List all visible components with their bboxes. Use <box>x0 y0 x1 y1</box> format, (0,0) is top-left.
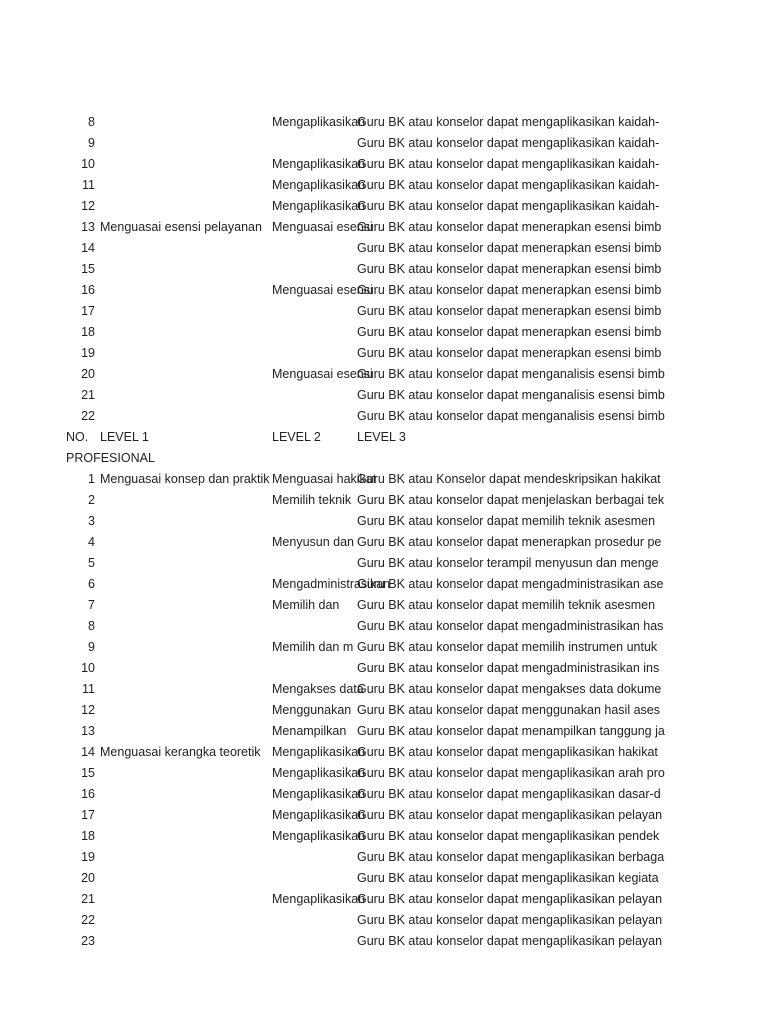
cell-level1 <box>100 868 271 889</box>
cell-no: 3 <box>88 514 95 528</box>
cell-level2: Memilih teknik <box>272 493 352 507</box>
cell-level1 <box>100 637 271 658</box>
cell-no: 1 <box>88 472 95 486</box>
cell-level2 <box>272 910 355 931</box>
cell-level2: Mengaplikasikan <box>272 892 366 906</box>
cell-level3: Guru BK atau konselor dapat menganalisis esensi bimb <box>357 388 665 402</box>
table-row <box>0 616 768 637</box>
cell-no: 19 <box>81 850 95 864</box>
cell-level2 <box>272 511 355 532</box>
cell-level2: Mengaplikasikan <box>272 766 366 780</box>
cell-level1 <box>100 574 271 595</box>
table-row <box>0 721 768 742</box>
cell-level3: Guru BK atau konselor dapat memilih teknik asesmen <box>357 514 656 528</box>
cell-level1 <box>100 385 271 406</box>
table-row <box>0 112 768 133</box>
cell-level1 <box>100 763 271 784</box>
cell-no: 19 <box>81 346 95 360</box>
cell-level1 <box>100 406 271 427</box>
cell-level1 <box>100 721 271 742</box>
cell-level2: Memilih dan <box>272 598 340 612</box>
cell-level3: Guru BK atau konselor dapat menampilkan tanggung ja <box>357 724 665 738</box>
cell-level2: Mengaplikasikan <box>272 808 366 822</box>
table-row <box>0 301 768 322</box>
cell-level1 <box>100 322 271 343</box>
cell-level3: Guru BK atau Konselor dapat mendeskripsikan hakikat <box>357 472 661 486</box>
cell-level2 <box>272 322 355 343</box>
cell-level2 <box>272 616 355 637</box>
cell-no: 16 <box>81 787 95 801</box>
table-row <box>0 931 768 952</box>
cell-level1 <box>100 511 271 532</box>
cell-no: 20 <box>81 367 95 381</box>
cell-level3: Guru BK atau konselor dapat menganalisis esensi bimb <box>357 409 665 423</box>
table-row <box>0 868 768 889</box>
cell-level1: Menguasai kerangka teoretik <box>100 745 261 759</box>
cell-no: 15 <box>81 766 95 780</box>
section-title: PROFESIONAL <box>66 451 155 465</box>
table-row <box>0 553 768 574</box>
cell-no: 9 <box>88 640 95 654</box>
cell-level2: Mengaplikasikan <box>272 178 366 192</box>
cell-level2: Menguasai esensi <box>272 367 373 381</box>
cell-level3: Guru BK atau konselor dapat mengaplikasikan hakikat <box>357 745 658 759</box>
table-row <box>0 133 768 154</box>
cell-level1 <box>100 700 271 721</box>
cell-no: 7 <box>88 598 95 612</box>
table-row <box>0 364 768 385</box>
cell-level2: Mengaplikasikan <box>272 787 366 801</box>
cell-level1: Menguasai esensi pelayanan <box>100 220 262 234</box>
cell-level2 <box>272 385 355 406</box>
header-level2: LEVEL 2 <box>272 430 321 444</box>
table-row <box>0 238 768 259</box>
cell-level3: Guru BK atau konselor dapat menerapkan esensi bimb <box>357 304 662 318</box>
cell-no: 9 <box>88 136 95 150</box>
cell-level3: Guru BK atau konselor dapat memilih teknik asesmen <box>357 598 656 612</box>
cell-level2: Memilih dan m <box>272 640 354 654</box>
cell-no: 5 <box>88 556 95 570</box>
cell-no: 13 <box>81 220 95 234</box>
cell-level2: Menggunakan <box>272 703 352 717</box>
cell-no: 14 <box>81 745 95 759</box>
cell-level3: Guru BK atau konselor dapat mengaplikasikan kegiata <box>357 871 659 885</box>
cell-level1 <box>100 133 271 154</box>
table-row <box>0 511 768 532</box>
table-row <box>0 532 768 553</box>
cell-level2: Mengaplikasikan <box>272 829 366 843</box>
cell-level2 <box>272 868 355 889</box>
table-row <box>0 658 768 679</box>
cell-level2 <box>272 931 355 952</box>
cell-level3: Guru BK atau konselor dapat menerapkan esensi bimb <box>357 220 662 234</box>
cell-level2: Mengaplikasikan <box>272 745 366 759</box>
table-row <box>0 763 768 784</box>
table-row <box>0 385 768 406</box>
cell-no: 22 <box>81 409 95 423</box>
table-row <box>0 847 768 868</box>
table-row <box>0 280 768 301</box>
cell-level1 <box>100 154 271 175</box>
cell-level1 <box>100 301 271 322</box>
cell-level1 <box>100 532 271 553</box>
cell-level3: Guru BK atau konselor dapat mengaplikasikan pelayan <box>357 934 663 948</box>
cell-level2 <box>272 658 355 679</box>
cell-no: 14 <box>81 241 95 255</box>
table-row <box>0 700 768 721</box>
table-row <box>0 490 768 511</box>
table-row <box>0 595 768 616</box>
cell-level3: Guru BK atau konselor terampil menyusun dan menge <box>357 556 659 570</box>
cell-no: 4 <box>88 535 95 549</box>
cell-no: 18 <box>81 829 95 843</box>
cell-no: 15 <box>81 262 95 276</box>
cell-level3: Guru BK atau konselor dapat mengaplikasikan kaidah- <box>357 115 660 129</box>
cell-level1 <box>100 343 271 364</box>
cell-no: 6 <box>88 577 95 591</box>
spreadsheet-page <box>0 112 768 952</box>
cell-level2 <box>272 133 355 154</box>
cell-no: 11 <box>82 178 95 192</box>
header-no: NO. <box>66 430 89 444</box>
cell-level3: Guru BK atau konselor dapat mengaplikasikan kaidah- <box>357 178 660 192</box>
cell-level1 <box>100 280 271 301</box>
cell-level3: Guru BK atau konselor dapat menerapkan esensi bimb <box>357 325 662 339</box>
cell-level3: Guru BK atau konselor dapat menerapkan esensi bimb <box>357 262 662 276</box>
cell-level2 <box>272 553 355 574</box>
cell-no: 16 <box>81 283 95 297</box>
cell-level3: Guru BK atau konselor dapat mengadministrasikan ase <box>357 577 664 591</box>
cell-level1 <box>100 658 271 679</box>
cell-no: 8 <box>88 115 95 129</box>
cell-no: 21 <box>81 388 95 402</box>
table-row <box>0 910 768 931</box>
cell-level3: Guru BK atau konselor dapat mengaplikasikan berbaga <box>357 850 665 864</box>
cell-level1 <box>100 847 271 868</box>
cell-no: 18 <box>81 325 95 339</box>
cell-no: 11 <box>82 682 95 696</box>
cell-level2: Mengaplikasikan <box>272 157 366 171</box>
table-row <box>0 889 768 910</box>
cell-level3: Guru BK atau konselor dapat mengadministrasikan has <box>357 619 664 633</box>
cell-level1 <box>100 196 271 217</box>
cell-no: 8 <box>88 619 95 633</box>
cell-level1 <box>100 175 271 196</box>
table-row <box>0 259 768 280</box>
section-row <box>0 448 768 469</box>
table-row <box>0 175 768 196</box>
cell-no: 17 <box>81 808 95 822</box>
header-level1: LEVEL 1 <box>100 430 149 444</box>
table-row <box>0 322 768 343</box>
cell-level2: Menyusun dan <box>272 535 355 549</box>
cell-level1 <box>100 826 271 847</box>
cell-level1 <box>100 238 271 259</box>
cell-no: 12 <box>81 703 95 717</box>
cell-level3: Guru BK atau konselor dapat mengaplikasikan kaidah- <box>357 136 660 150</box>
cell-level3: Guru BK atau konselor dapat mengaplikasikan dasar-d <box>357 787 661 801</box>
table-row <box>0 469 768 490</box>
cell-level1 <box>100 679 271 700</box>
cell-level3: Guru BK atau konselor dapat mengaplikasikan pelayan <box>357 808 663 822</box>
cell-level1 <box>100 784 271 805</box>
table-row <box>0 196 768 217</box>
cell-level1 <box>100 931 271 952</box>
table-block-top <box>0 112 768 427</box>
header-level3: LEVEL 3 <box>357 430 406 444</box>
cell-no: 12 <box>81 199 95 213</box>
cell-level3: Guru BK atau konselor dapat mengaplikasikan kaidah- <box>357 199 660 213</box>
cell-level1 <box>100 616 271 637</box>
table-row <box>0 805 768 826</box>
cell-level3: Guru BK atau konselor dapat menerapkan esensi bimb <box>357 346 662 360</box>
cell-level2 <box>272 259 355 280</box>
table-row <box>0 784 768 805</box>
cell-level3: Guru BK atau konselor dapat menerapkan prosedur pe <box>357 535 662 549</box>
cell-no: 2 <box>88 493 95 507</box>
cell-level1 <box>100 259 271 280</box>
cell-level2 <box>272 301 355 322</box>
cell-level2: Mengadministrasikan <box>272 577 391 591</box>
table-row <box>0 679 768 700</box>
cell-level1 <box>100 805 271 826</box>
cell-no: 20 <box>81 871 95 885</box>
table-row <box>0 742 768 763</box>
cell-level3: Guru BK atau konselor dapat menerapkan esensi bimb <box>357 241 662 255</box>
cell-no: 17 <box>81 304 95 318</box>
table-row <box>0 574 768 595</box>
cell-level3: Guru BK atau konselor dapat menjelaskan berbagai tek <box>357 493 665 507</box>
table-row <box>0 343 768 364</box>
cell-level3: Guru BK atau konselor dapat menerapkan esensi bimb <box>357 283 662 297</box>
cell-level3: Guru BK atau konselor dapat mengadministrasikan ins <box>357 661 660 675</box>
table-row <box>0 406 768 427</box>
cell-level3: Guru BK atau konselor dapat mengakses data dokume <box>357 682 662 696</box>
cell-no: 22 <box>81 913 95 927</box>
cell-level2 <box>272 406 355 427</box>
cell-level3: Guru BK atau konselor dapat menganalisis esensi bimb <box>357 367 665 381</box>
table-block-bottom <box>0 469 768 952</box>
cell-level3: Guru BK atau konselor dapat memilih instrumen untuk <box>357 640 658 654</box>
table-row <box>0 637 768 658</box>
cell-level1 <box>100 490 271 511</box>
cell-level2: Mengaplikasikan <box>272 199 366 213</box>
cell-no: 13 <box>81 724 95 738</box>
cell-level3: Guru BK atau konselor dapat mengaplikasikan arah pro <box>357 766 665 780</box>
cell-level1 <box>100 112 271 133</box>
cell-level1 <box>100 595 271 616</box>
cell-level1: Menguasai konsep dan praktik <box>100 472 270 486</box>
cell-level3: Guru BK atau konselor dapat mengaplikasikan kaidah- <box>357 157 660 171</box>
cell-level1 <box>100 553 271 574</box>
table-row <box>0 217 768 238</box>
cell-level2: Menguasai esensi <box>272 283 373 297</box>
cell-level3: Guru BK atau konselor dapat mengaplikasikan pelayan <box>357 892 663 906</box>
cell-no: 23 <box>81 934 95 948</box>
table-row <box>0 154 768 175</box>
cell-no: 21 <box>81 892 95 906</box>
cell-level1 <box>100 364 271 385</box>
table-row <box>0 826 768 847</box>
cell-level2: Menguasai esensi <box>272 220 373 234</box>
cell-level1 <box>100 910 271 931</box>
cell-level3: Guru BK atau konselor dapat mengaplikasikan pendek <box>357 829 660 843</box>
cell-level1 <box>100 889 271 910</box>
cell-level2 <box>272 238 355 259</box>
cell-level2: Mengaplikasikan <box>272 115 366 129</box>
header-row <box>0 427 768 448</box>
cell-level2 <box>272 847 355 868</box>
cell-level2 <box>272 343 355 364</box>
cell-level2: Mengakses data <box>272 682 364 696</box>
cell-level3: Guru BK atau konselor dapat menggunakan hasil ases <box>357 703 660 717</box>
cell-level2: Menampilkan <box>272 724 347 738</box>
cell-level2: Menguasai hakikat <box>272 472 377 486</box>
cell-no: 10 <box>81 157 95 171</box>
cell-no: 10 <box>81 661 95 675</box>
cell-level3: Guru BK atau konselor dapat mengaplikasikan pelayan <box>357 913 663 927</box>
